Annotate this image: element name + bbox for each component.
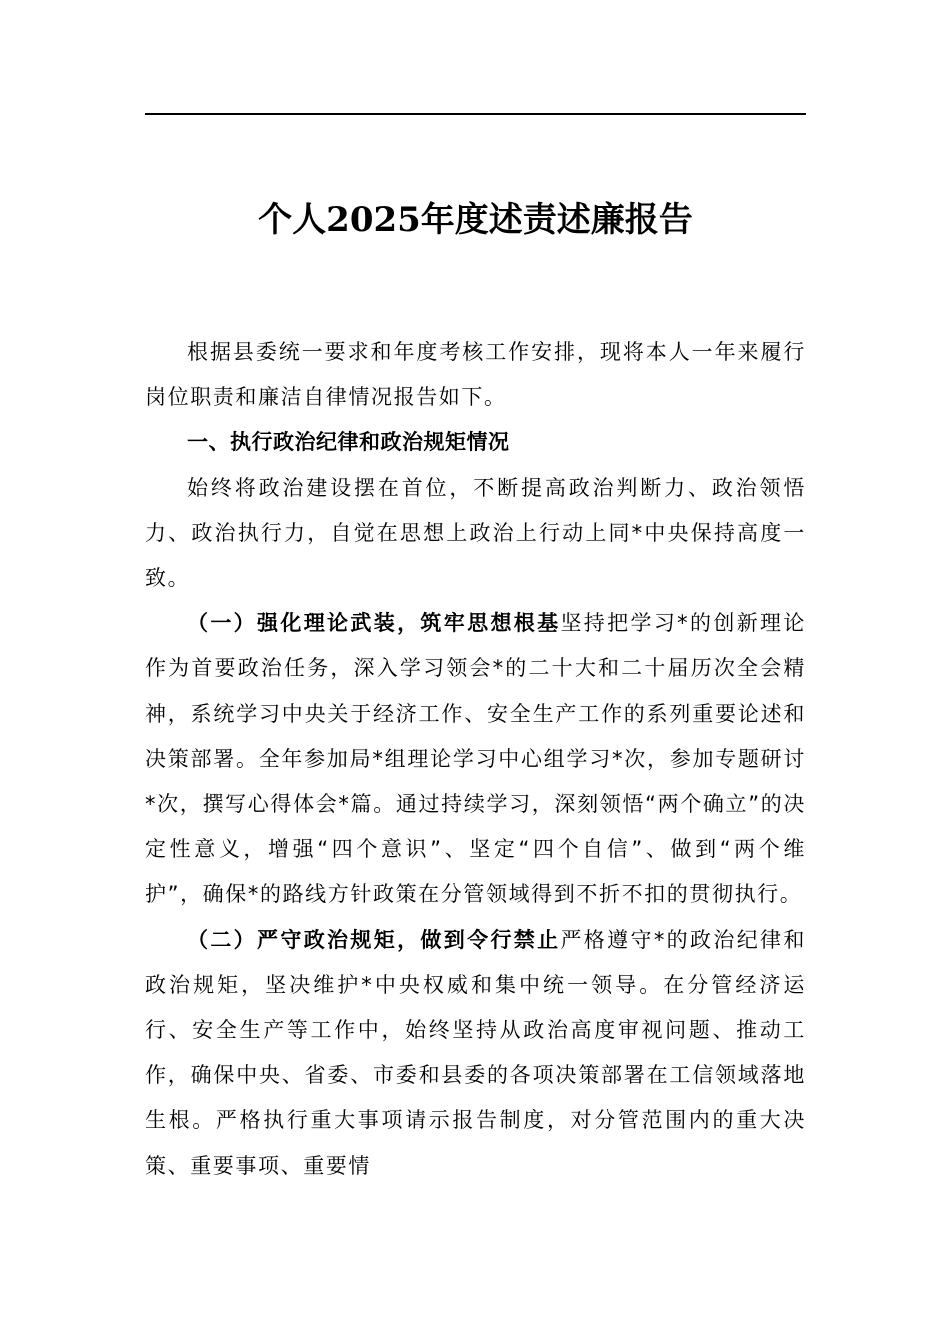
item-two-paragraph (145, 918, 806, 1189)
item-one-text: 坚持把学习*的创新理论作为首要政治任务，深入学习领会*的二十大和二十届历次全会精神，系统学习中央关于经济工作、安全生产工作的系列重要论述和决策部署。全年参加局*组理论学习中心组学习*次，参加专题研讨*次，撰写心得体会*篇。通过持续学习，深刻领悟“两个确立”的决定性意义，增强“四个意识”、坚定“四个自信”、做到“两个维护”，确保*的路线方针政策在分管领域得到不折不扣的贯彻执行。 (145, 611, 806, 907)
item-one-paragraph (145, 601, 806, 917)
document-body (145, 330, 806, 1189)
section-heading: 一、执行政治纪律和政治规矩情况 (187, 430, 510, 455)
document-title: 个人2025年度述责述廉报告 (258, 200, 693, 240)
intro-paragraph: 根据县委统一要求和年度考核工作安排，现将本人一年来履行岗位职责和廉洁自律情况报告如下。 (145, 340, 806, 410)
section-summary-paragraph: 始终将政治建设摆在首位，不断提高政治判断力、政治领悟力、政治执行力，自觉在思想上政治上行动上同*中央保持高度一致。 (145, 475, 806, 591)
header-rule (145, 113, 806, 115)
item-two-lead: （二）严守政治规矩，做到令行禁止 (187, 927, 561, 952)
item-two-text: 严格遵守*的政治纪律和政治规矩，坚决维护*中央权威和集中统一领导。在分管经济运行、安全生产等工作中，始终坚持从政治高度审视问题、推动工作，确保中央、省委、市委和县委的各项决策部署在工信领域落地生根。严格执行重大事项请示报告制度，对分管范围内的重大决策、重要事项、重要情 (145, 927, 806, 1178)
item-one-lead: （一）强化理论武装，筑牢思想根基 (187, 611, 561, 636)
